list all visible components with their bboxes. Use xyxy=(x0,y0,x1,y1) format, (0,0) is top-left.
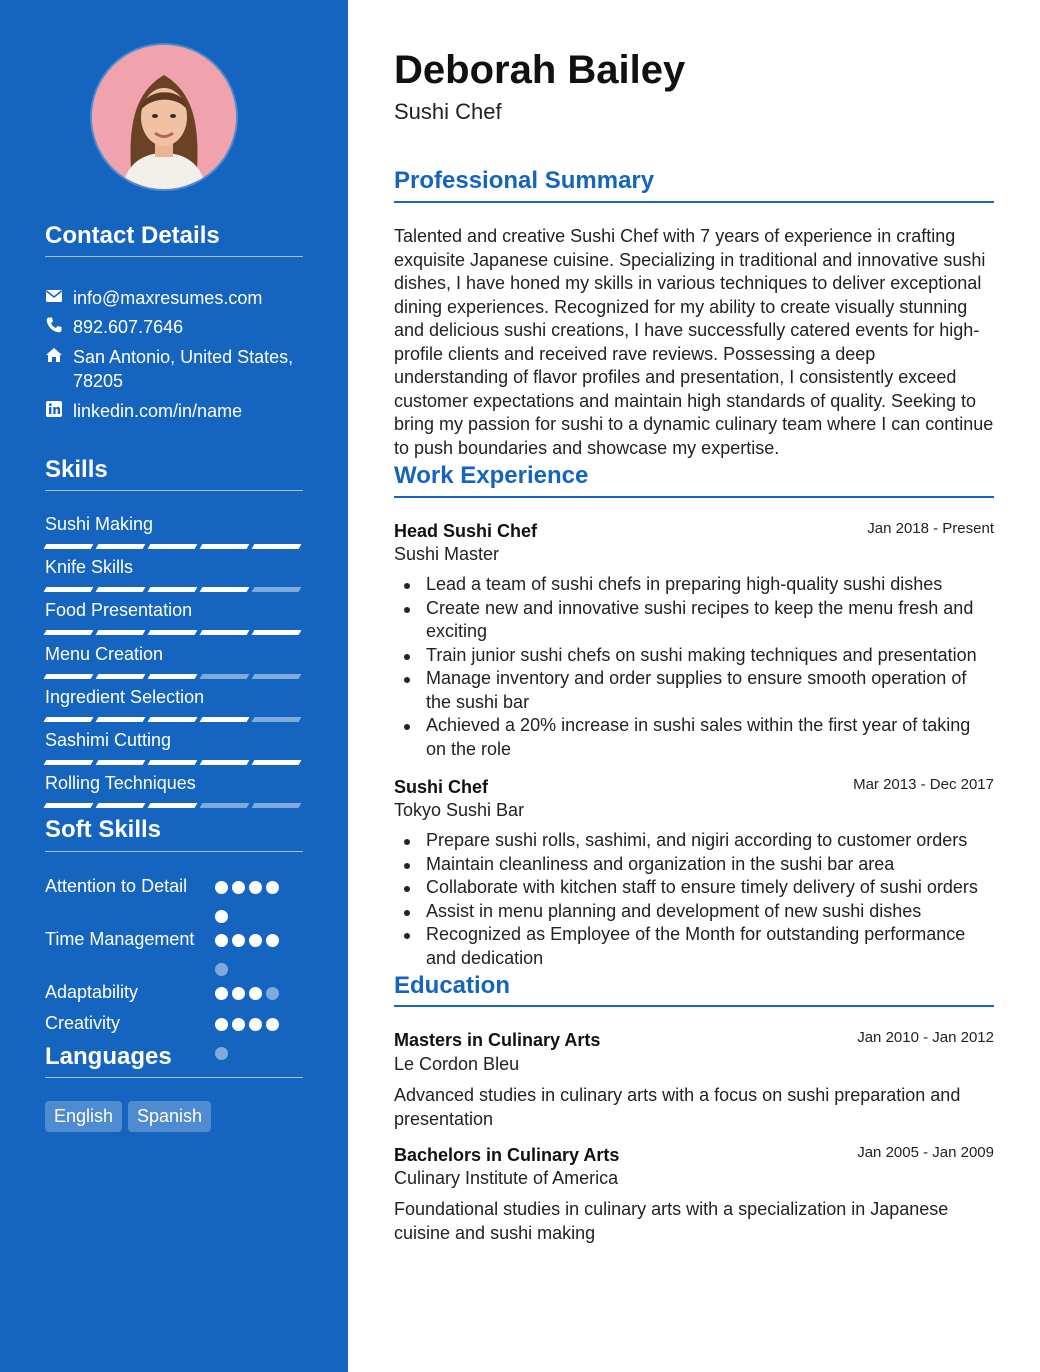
skill-label: Menu Creation xyxy=(45,644,164,664)
degree-dates: Jan 2010 - Jan 2012 xyxy=(857,1029,994,1046)
skill-label: Food Presentation xyxy=(45,600,193,620)
skill-level-segment xyxy=(44,544,94,549)
skill-level-segment xyxy=(252,760,302,765)
degree-description: Advanced studies in culinary arts with a focus on sushi preparation and presentation xyxy=(394,1085,961,1129)
job-company: Sushi Master xyxy=(394,544,500,564)
rating-dot xyxy=(215,881,228,894)
skill-item xyxy=(45,729,303,765)
soft-skills-divider xyxy=(45,851,303,852)
rating-dot xyxy=(215,963,228,976)
experience-heading: Work Experience xyxy=(394,462,589,489)
skill-level-segment xyxy=(200,803,250,808)
skill-item xyxy=(45,513,303,549)
rating-dot xyxy=(232,934,245,947)
skill-level-segment xyxy=(252,587,302,592)
job-bullet: Maintain cleanliness and organization in the sushi bar area xyxy=(426,853,994,877)
rating-dot xyxy=(266,987,279,1000)
skill-item xyxy=(45,556,303,592)
degree-title: Masters in Culinary Arts xyxy=(394,1030,601,1050)
skill-level-segment xyxy=(148,587,198,592)
skill-level-segment xyxy=(96,803,146,808)
rating-dot xyxy=(232,1018,245,1031)
education-heading: Education xyxy=(394,972,511,999)
skill-level-segment xyxy=(96,674,146,679)
skill-level-segment xyxy=(96,760,146,765)
candidate-name: Deborah Bailey xyxy=(394,48,686,92)
skill-item xyxy=(45,599,303,635)
summary-text: Talented and creative Sushi Chef with 7 years of experience in crafting exquisite Japanese cuisine. Specializing in traditional and innovative sushi dishes, I have honed my skills in various techniques to deliver exceptional dining experiences. Recognized for my ability to create visually stunning and delicious sushi creations, I have successfully catered events for high-profile clients and received rave reviews. Possessing a deep understanding of flavor profiles and presentation, I consistently exceed customer expectations and maintain high standards of quality. Seeking to bring my passion for sushi to a dynamic culinary team where I can continue to push boundaries and showcase my expertise. xyxy=(394,226,994,458)
skill-item xyxy=(45,772,303,808)
skill-level-segment xyxy=(96,544,146,549)
skill-level-segment xyxy=(96,630,146,635)
language-tag: English xyxy=(45,1101,122,1132)
contact-email-text: info@maxresumes.com xyxy=(73,288,263,308)
skill-level-segment xyxy=(200,630,250,635)
skill-level-segment xyxy=(200,587,250,592)
skill-level-segment xyxy=(148,544,198,549)
contact-linkedin[interactable] xyxy=(45,399,303,423)
skill-level-segment xyxy=(44,760,94,765)
degree-description: Foundational studies in culinary arts with a specialization in Japanese cuisine and sushi making xyxy=(394,1199,949,1243)
contact-linkedin-text: linkedin.com/in/name xyxy=(73,401,243,421)
contact-phone[interactable] xyxy=(45,315,303,339)
rating-dot xyxy=(266,881,279,894)
skill-level-segment xyxy=(44,630,94,635)
soft-skill-label: Time Management xyxy=(45,929,195,949)
language-tag: Spanish xyxy=(128,1101,211,1132)
job-company: Tokyo Sushi Bar xyxy=(394,800,525,820)
contact-phone-text: 892.607.7646 xyxy=(73,317,184,337)
summary-heading: Professional Summary xyxy=(394,167,655,194)
job-bullet: Lead a team of sushi chefs in preparing high-quality sushi dishes xyxy=(426,573,994,597)
skill-level-segment xyxy=(200,544,250,549)
home-icon xyxy=(45,346,63,364)
job-bullet: Collaborate with kitchen staff to ensure timely delivery of sushi orders xyxy=(426,876,994,900)
contact-heading: Contact Details xyxy=(45,222,220,249)
skill-level-bars xyxy=(45,587,303,592)
skill-level-segment xyxy=(148,674,198,679)
rating-dot xyxy=(266,1018,279,1031)
soft-skill-label: Attention to Detail xyxy=(45,876,188,896)
degree-title: Bachelors in Culinary Arts xyxy=(394,1145,620,1165)
skill-level-bars xyxy=(45,544,303,549)
rating-dot xyxy=(215,1018,228,1031)
education-divider xyxy=(394,1005,994,1007)
skill-level-segment xyxy=(252,630,302,635)
contact-divider xyxy=(45,256,303,257)
skill-level-bars xyxy=(45,674,303,679)
job-bullet: Create new and innovative sushi recipes to keep the menu fresh and exciting xyxy=(426,597,994,644)
soft-skill-rating xyxy=(215,881,295,939)
skill-level-segment xyxy=(44,674,94,679)
skill-level-segment xyxy=(200,674,250,679)
job-bullet: Assist in menu planning and development of new sushi dishes xyxy=(426,900,994,924)
school-name: Le Cordon Bleu xyxy=(394,1054,520,1074)
candidate-title: Sushi Chef xyxy=(394,99,502,124)
soft-skill-rating xyxy=(215,987,295,1016)
job-dates: Jan 2018 - Present xyxy=(867,520,994,537)
job-bullet: Prepare sushi rolls, sashimi, and nigiri according to customer orders xyxy=(426,829,994,853)
sidebar xyxy=(0,0,348,1372)
soft-skill-label: Adaptability xyxy=(45,982,139,1002)
skill-label: Sashimi Cutting xyxy=(45,730,172,750)
soft-skill-rating xyxy=(215,934,295,992)
skill-level-bars xyxy=(45,803,303,808)
skill-level-segment xyxy=(252,544,302,549)
rating-dot xyxy=(249,881,262,894)
job-title: Sushi Chef xyxy=(394,777,489,797)
skill-level-bars xyxy=(45,717,303,722)
soft-skills-heading: Soft Skills xyxy=(45,816,162,843)
skill-level-segment xyxy=(44,803,94,808)
job-bullets xyxy=(394,573,994,761)
phone-icon xyxy=(45,316,63,334)
linkedin-icon xyxy=(45,400,63,418)
job-bullet: Achieved a 20% increase in sushi sales within the first year of taking on the role xyxy=(426,714,994,761)
skill-level-bars xyxy=(45,630,303,635)
skill-level-segment xyxy=(96,587,146,592)
job-dates: Mar 2013 - Dec 2017 xyxy=(853,776,994,793)
job-title: Head Sushi Chef xyxy=(394,521,538,541)
rating-dot xyxy=(266,934,279,947)
summary-divider xyxy=(394,201,994,203)
languages-heading: Languages xyxy=(45,1043,172,1070)
skill-label: Ingredient Selection xyxy=(45,687,205,707)
skills-heading: Skills xyxy=(45,456,108,483)
school-name: Culinary Institute of America xyxy=(394,1168,619,1188)
skill-level-segment xyxy=(148,717,198,722)
skill-level-segment xyxy=(96,717,146,722)
envelope-icon xyxy=(45,287,63,305)
skill-level-segment xyxy=(252,674,302,679)
skills-divider xyxy=(45,490,303,491)
rating-dot xyxy=(215,987,228,1000)
rating-dot xyxy=(249,1018,262,1031)
skill-level-segment xyxy=(148,630,198,635)
skill-level-segment xyxy=(252,803,302,808)
rating-dot xyxy=(249,934,262,947)
contact-address-text: San Antonio, United States, 78205 xyxy=(73,347,294,391)
skill-label: Rolling Techniques xyxy=(45,773,196,793)
soft-skill-label: Creativity xyxy=(45,1013,121,1033)
experience-divider xyxy=(394,496,994,498)
job-bullet: Train junior sushi chefs on sushi making techniques and presentation xyxy=(426,644,994,668)
rating-dot xyxy=(249,987,262,1000)
contact-email[interactable] xyxy=(45,286,303,310)
skill-level-segment xyxy=(44,587,94,592)
languages-divider xyxy=(45,1077,303,1078)
rating-dot xyxy=(232,987,245,1000)
job-bullets xyxy=(394,829,994,970)
rating-dot xyxy=(215,934,228,947)
skill-level-segment xyxy=(148,760,198,765)
skill-level-segment xyxy=(252,717,302,722)
contact-address xyxy=(45,345,303,393)
degree-dates: Jan 2005 - Jan 2009 xyxy=(857,1144,994,1161)
skill-label: Knife Skills xyxy=(45,557,134,577)
job-bullet: Manage inventory and order supplies to ensure smooth operation of the sushi bar xyxy=(426,667,994,714)
avatar xyxy=(92,45,236,189)
skill-item xyxy=(45,643,303,679)
job-bullet: Recognized as Employee of the Month for outstanding performance and dedication xyxy=(426,923,994,970)
rating-dot xyxy=(232,881,245,894)
skill-level-segment xyxy=(200,717,250,722)
skill-item xyxy=(45,686,303,722)
skill-level-bars xyxy=(45,760,303,765)
rating-dot xyxy=(215,910,228,923)
skill-level-segment xyxy=(200,760,250,765)
profile-photo xyxy=(92,45,236,189)
skill-label: Sushi Making xyxy=(45,514,154,534)
skill-level-segment xyxy=(148,803,198,808)
skill-level-segment xyxy=(44,717,94,722)
